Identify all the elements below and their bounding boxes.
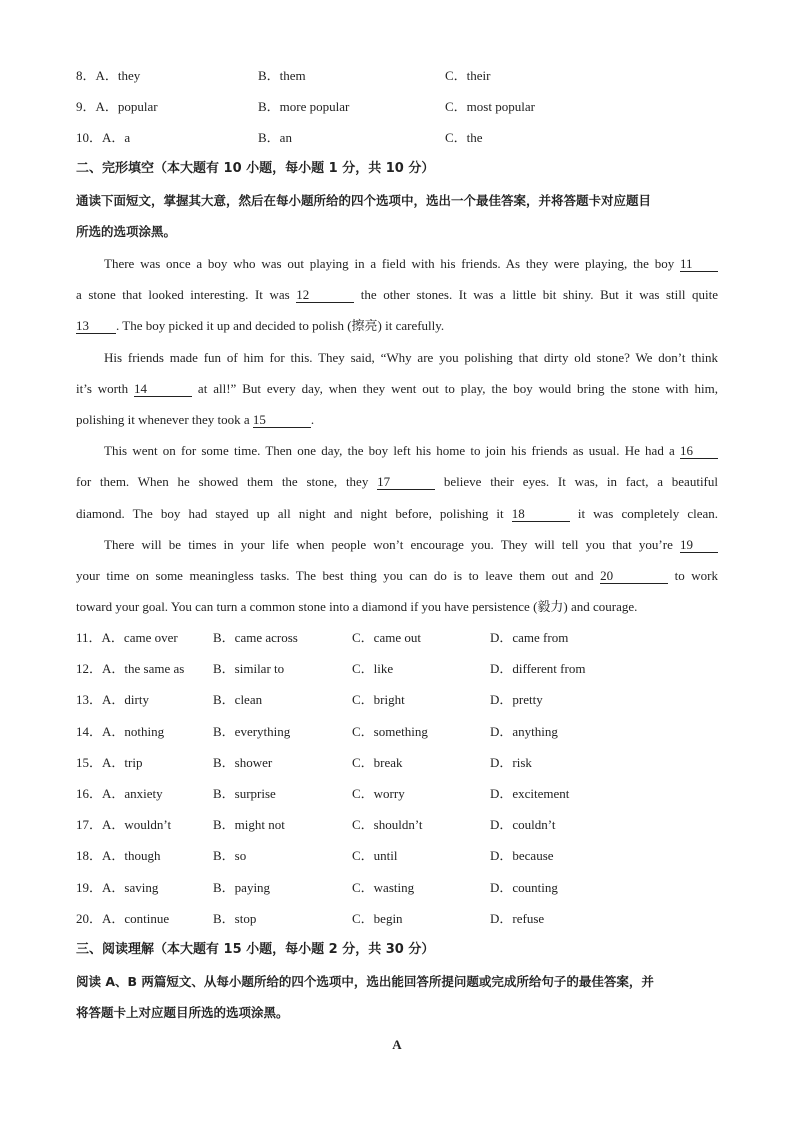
option-d: D．pretty [490,692,543,708]
question-number: 19． [76,879,103,895]
option-a: A．the same as [102,661,185,677]
question-number: 15． [76,754,103,770]
option-d: D．risk [490,754,532,770]
option-d: D．came from [490,630,569,645]
option-d: D．because [490,848,554,864]
option-b: B．came across [213,630,298,645]
question-row [76,847,161,865]
option-a: A．saving [102,879,159,895]
option-a: A．popular [95,99,158,114]
option-c: C．begin [352,910,403,926]
blank-12: 12 [296,287,354,303]
section3-instruction-line2: 将答题卡上对应题目所选的选项涂黑。 [76,1005,289,1020]
passage-line: His friends made fun of him for this. They said, “Why are you polishing that dirty old stone? We don’t think [104,349,718,365]
option-d: D．excitement [490,786,570,801]
option-c: C．their [445,68,491,83]
option-d: D．refuse [490,910,545,926]
question-row-10 [76,129,130,147]
option-b: B．might not [213,817,285,833]
blank-13: 13 [76,318,116,334]
option-a: A．they [95,68,141,83]
question-number: 18． [76,848,103,864]
option-d: D．anything [490,723,558,739]
question-number: 16． [76,786,103,801]
question-number: 12． [76,661,103,677]
question-row [76,754,142,772]
question-row [76,879,158,897]
option-b: B．stop [213,910,257,926]
option-b: B．an [258,130,292,145]
passage-line: polishing it whenever they took a 15 . [76,411,315,427]
blank-11: 11 [680,256,718,272]
option-a: A．anxiety [102,786,163,801]
option-c: C．like [352,661,394,677]
option-a: A．wouldn’t [102,817,172,833]
question-number: 9． [76,99,96,114]
option-b: B．similar to [213,661,285,677]
option-d: D．different from [490,661,586,677]
passage-line: a stone that looked interesting. It was 12 the other stones. It was a little bit shiny. But it was still quite [76,287,719,303]
section3-heading: 三、阅读理解（本大题有 15 小题，每小题 2 分，共 30 分） [76,942,435,957]
option-b: B．clean [213,692,263,708]
option-a: A．came over [101,630,178,645]
blank-20: 20 [600,568,668,584]
question-row [76,785,163,803]
question-row [76,660,184,678]
blank-16: 16 [680,443,718,459]
passage-line: 13 . The boy picked it up and decided to polish (擦亮) it carefully. [76,318,445,334]
option-b: B．surprise [213,786,276,801]
option-c: C．worry [352,786,405,801]
passage-line: your time on some meaningless tasks. The best thing you can do is to leave them out and 20 to work [76,567,718,583]
option-b: B．shower [213,754,273,770]
option-b: B．everything [213,723,291,739]
question-number: 8． [76,68,96,83]
question-row [76,816,171,834]
blank-15: 15 [253,412,311,428]
question-number: 10． [76,130,103,145]
question-number: 20． [76,910,103,926]
option-a: A．trip [102,754,143,770]
question-row [76,910,169,928]
option-b: B．more popular [258,99,350,114]
blank-18: 18 [512,506,570,522]
option-a: A．a [102,130,131,145]
blank-14: 14 [134,381,192,397]
option-c: C．something [352,723,428,739]
question-number: 11． [76,630,102,645]
passage-line: There will be times in your life when people won’t encourage you. They will tell you that you’re 19 [76,536,718,567]
option-c: C．bright [352,692,405,708]
passage-line: toward your goal. You can turn a common stone into a diamond if you have persistence (毅力) and courage. [76,599,638,615]
option-b: B．paying [213,879,271,895]
option-a: A．continue [102,910,170,926]
passage-line: This went on for some time. Then one day, the boy left his home to join his friends as usual. He had a 16 [76,442,718,473]
blank-17: 17 [377,474,435,490]
option-c: C．until [352,848,398,864]
option-a: A．though [102,848,161,864]
section2-heading: 二、完形填空（本大题有 10 小题，每小题 1 分，共 10 分） [76,161,435,176]
option-c: C．wasting [352,879,415,895]
section2-instruction-line2: 所选的选项涂黑。 [76,224,177,239]
question-row-8 [76,67,140,85]
option-b: B．so [213,848,247,864]
option-c: C．most popular [445,99,535,114]
option-a: A．dirty [102,692,149,708]
question-row [76,629,178,647]
section2-instruction-line1: 通读下面短文，掌握其大意，然后在每小题所给的四个选项中，选出一个最佳答案，并将答题卡对应题目 [76,193,652,208]
question-row [76,723,164,741]
passage-line: There was once a boy who was out playing in a field with his friends. As they were playing, the boy 11 [76,255,718,286]
option-c: C．came out [352,630,421,645]
blank-19: 19 [680,537,718,553]
option-c: C．the [445,130,483,145]
option-c: C．break [352,754,403,770]
section3-instruction-line1: 阅读 A、B 两篇短文、从每小题所给的四个选项中，选出能回答所提问题或完成所给句子的最佳答案，并 [76,974,654,989]
option-d: D．couldn’t [490,817,556,833]
question-number: 17． [76,817,103,833]
question-row [76,691,149,709]
option-a: A．nothing [102,723,165,739]
passage-label: A [392,1037,402,1052]
passage-line: for them. When he showed them the stone, they 17 believe their eyes. It was, in fact, a beautiful [76,474,718,490]
passage-line: diamond. The boy had stayed up all night and night before, polishing it 18 it was completely clean. [76,505,718,521]
cloze-passage [76,255,718,629]
option-c: C．shouldn’t [352,817,423,833]
question-number: 13． [76,692,103,708]
question-row-9 [76,98,158,116]
option-b: B．them [258,68,306,83]
question-number: 14． [76,723,103,739]
option-d: D．counting [490,879,558,895]
passage-line: it’s worth 14 at all!” But every day, when they went out to play, the boy would bring the stone with him, [76,380,718,396]
